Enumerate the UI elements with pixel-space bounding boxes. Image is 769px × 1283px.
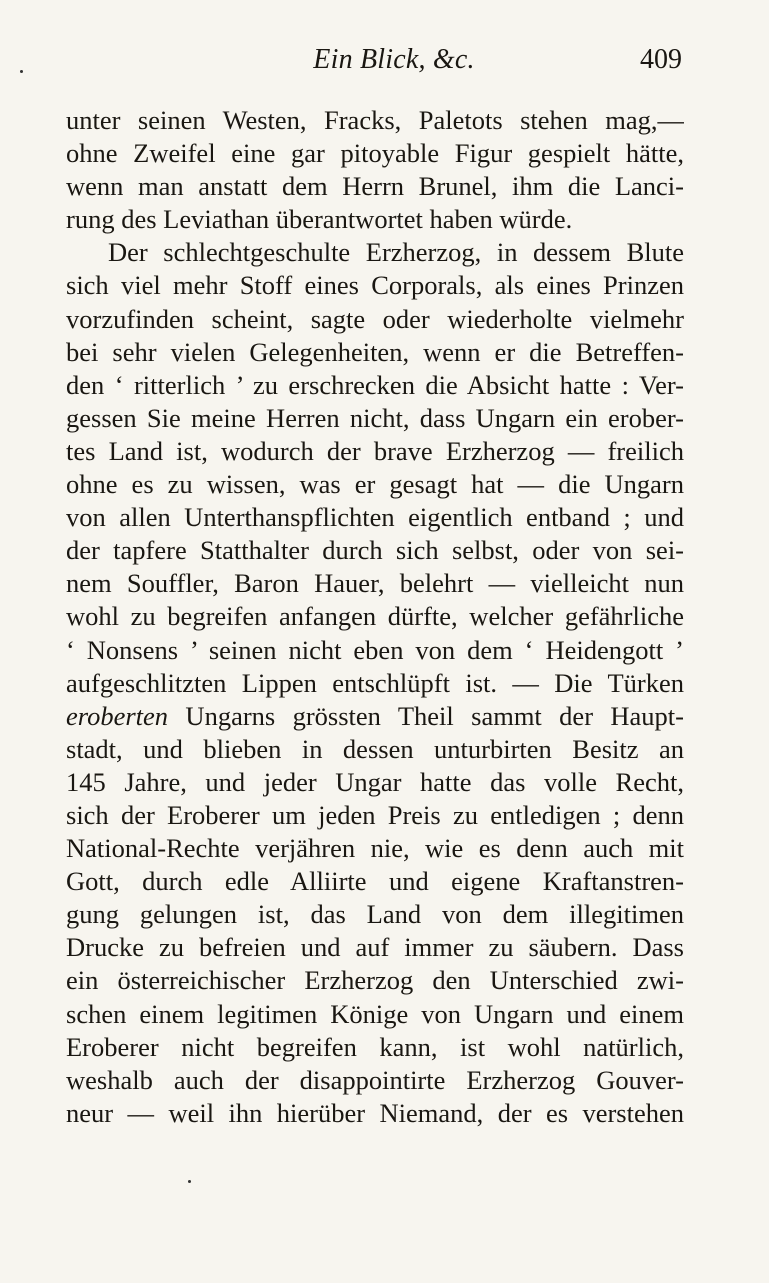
text-line-content: neur — weil ihn hierüber Niemand, der es verstehen — [66, 1097, 684, 1128]
text-line-content: der tapfere Statthalter durch sich selbst, oder von sei- — [66, 535, 684, 566]
text-line — [66, 998, 684, 1031]
text-line-content: gessen Sie meine Herren nicht, dass Ungarn ein erober- — [66, 402, 684, 433]
text-line — [66, 468, 684, 501]
text-line — [66, 269, 684, 302]
text-line-content: Eroberer nicht begreifen kann, ist wohl natürlich, — [66, 1031, 684, 1062]
text-line — [66, 1031, 684, 1064]
text-line-content: nem Souffler, Baron Hauer, belehrt — vielleicht nun — [66, 568, 684, 599]
text-line-content: Ungarns grössten Theil sammt der Haupt- — [168, 700, 684, 731]
text-line — [66, 1064, 684, 1097]
text-line — [66, 137, 684, 170]
text-line-content: wohl zu begreifen anfangen dürfte, welcher gefährliche — [66, 601, 684, 632]
text-line-content: tes Land ist, wodurch der brave Erzherzog — freilich — [66, 435, 684, 466]
text-line — [66, 634, 684, 667]
text-line — [66, 435, 684, 468]
text-line-content: ein österreichischer Erzherzog den Unterschied zwi- — [66, 965, 684, 996]
text-line — [66, 700, 684, 733]
print-speck — [20, 70, 23, 73]
text-line — [66, 203, 684, 236]
text-line-content: weshalb auch der disappointirte Erzherzog Gouver- — [66, 1064, 684, 1095]
text-line — [66, 667, 684, 700]
text-line — [66, 865, 684, 898]
text-line — [66, 369, 684, 402]
text-line — [66, 832, 684, 865]
text-line-content: ohne Zweifel eine gar pitoyable Figur gespielt hätte, — [66, 138, 684, 169]
print-speck — [188, 1180, 191, 1183]
text-line-content: National-Rechte verjähren nie, wie es denn auch mit — [66, 833, 684, 864]
page-number: 409 — [640, 44, 682, 75]
text-line-content: von allen Unterthanspflichten eigentlich entband ; und — [66, 502, 684, 533]
text-line — [66, 336, 684, 369]
text-line-content: rung des Leviathan überantwortet haben würde. — [66, 204, 573, 235]
text-line — [66, 766, 684, 799]
text-line-content: wenn man anstatt dem Herrn Brunel, ihm die Lanci- — [66, 171, 684, 202]
text-line — [66, 898, 684, 931]
text-line-content: stadt, und blieben in dessen unturbirten Besitz an — [66, 733, 684, 764]
text-line-content: vorzufinden scheint, sagte oder wiederholte vielmehr — [66, 303, 684, 334]
text-line — [66, 1097, 684, 1130]
text-line-content: unter seinen Westen, Fracks, Paletots stehen mag,— — [66, 105, 684, 135]
text-line — [66, 733, 684, 766]
text-line-content: schen einem legitimen Könige von Ungarn und einem — [66, 998, 684, 1029]
text-line — [66, 799, 684, 832]
text-line — [66, 600, 684, 633]
text-line-content: ohne es zu wissen, was er gesagt hat — die Ungarn — [66, 469, 684, 500]
text-line — [66, 567, 684, 600]
text-line — [66, 104, 684, 137]
text-line-content: gung gelungen ist, das Land von dem illegitimen — [66, 899, 684, 930]
text-line — [66, 236, 684, 269]
text-line — [66, 534, 684, 567]
page-header — [66, 44, 682, 80]
emphasized-word: eroberten — [66, 700, 169, 731]
text-line — [66, 402, 684, 435]
running-head: Ein Blick, &c. — [313, 44, 475, 75]
text-line-content: sich der Eroberer um jeden Preis zu entledigen ; denn — [66, 799, 684, 830]
text-line — [66, 170, 684, 203]
text-line-content: Der schlechtgeschulte Erzherzog, in dessem Blute — [108, 237, 684, 268]
text-line-content: Gott, durch edle Alliirte und eigene Kraftanstren- — [66, 866, 684, 897]
body-text — [66, 104, 684, 1130]
text-line-content: aufgeschlitzten Lippen entschlüpft ist. — Die Türken — [66, 667, 684, 698]
text-line — [66, 964, 684, 997]
text-line — [66, 501, 684, 534]
text-line-content: ‘ Nonsens ’ seinen nicht eben von dem ‘ Heidengott ’ — [66, 634, 684, 665]
text-line-content: bei sehr vielen Gelegenheiten, wenn er die Betreffen- — [66, 336, 684, 367]
text-line — [66, 931, 684, 964]
text-line — [66, 303, 684, 336]
text-line-content: sich viel mehr Stoff eines Corporals, als eines Prinzen — [66, 270, 684, 301]
text-line-content: 145 Jahre, und jeder Ungar hatte das volle Recht, — [66, 766, 684, 797]
text-line-content: den ‘ ritterlich ’ zu erschrecken die Absicht hatte : Ver- — [66, 369, 684, 400]
text-line-content: Drucke zu befreien und auf immer zu säubern. Dass — [66, 932, 684, 963]
